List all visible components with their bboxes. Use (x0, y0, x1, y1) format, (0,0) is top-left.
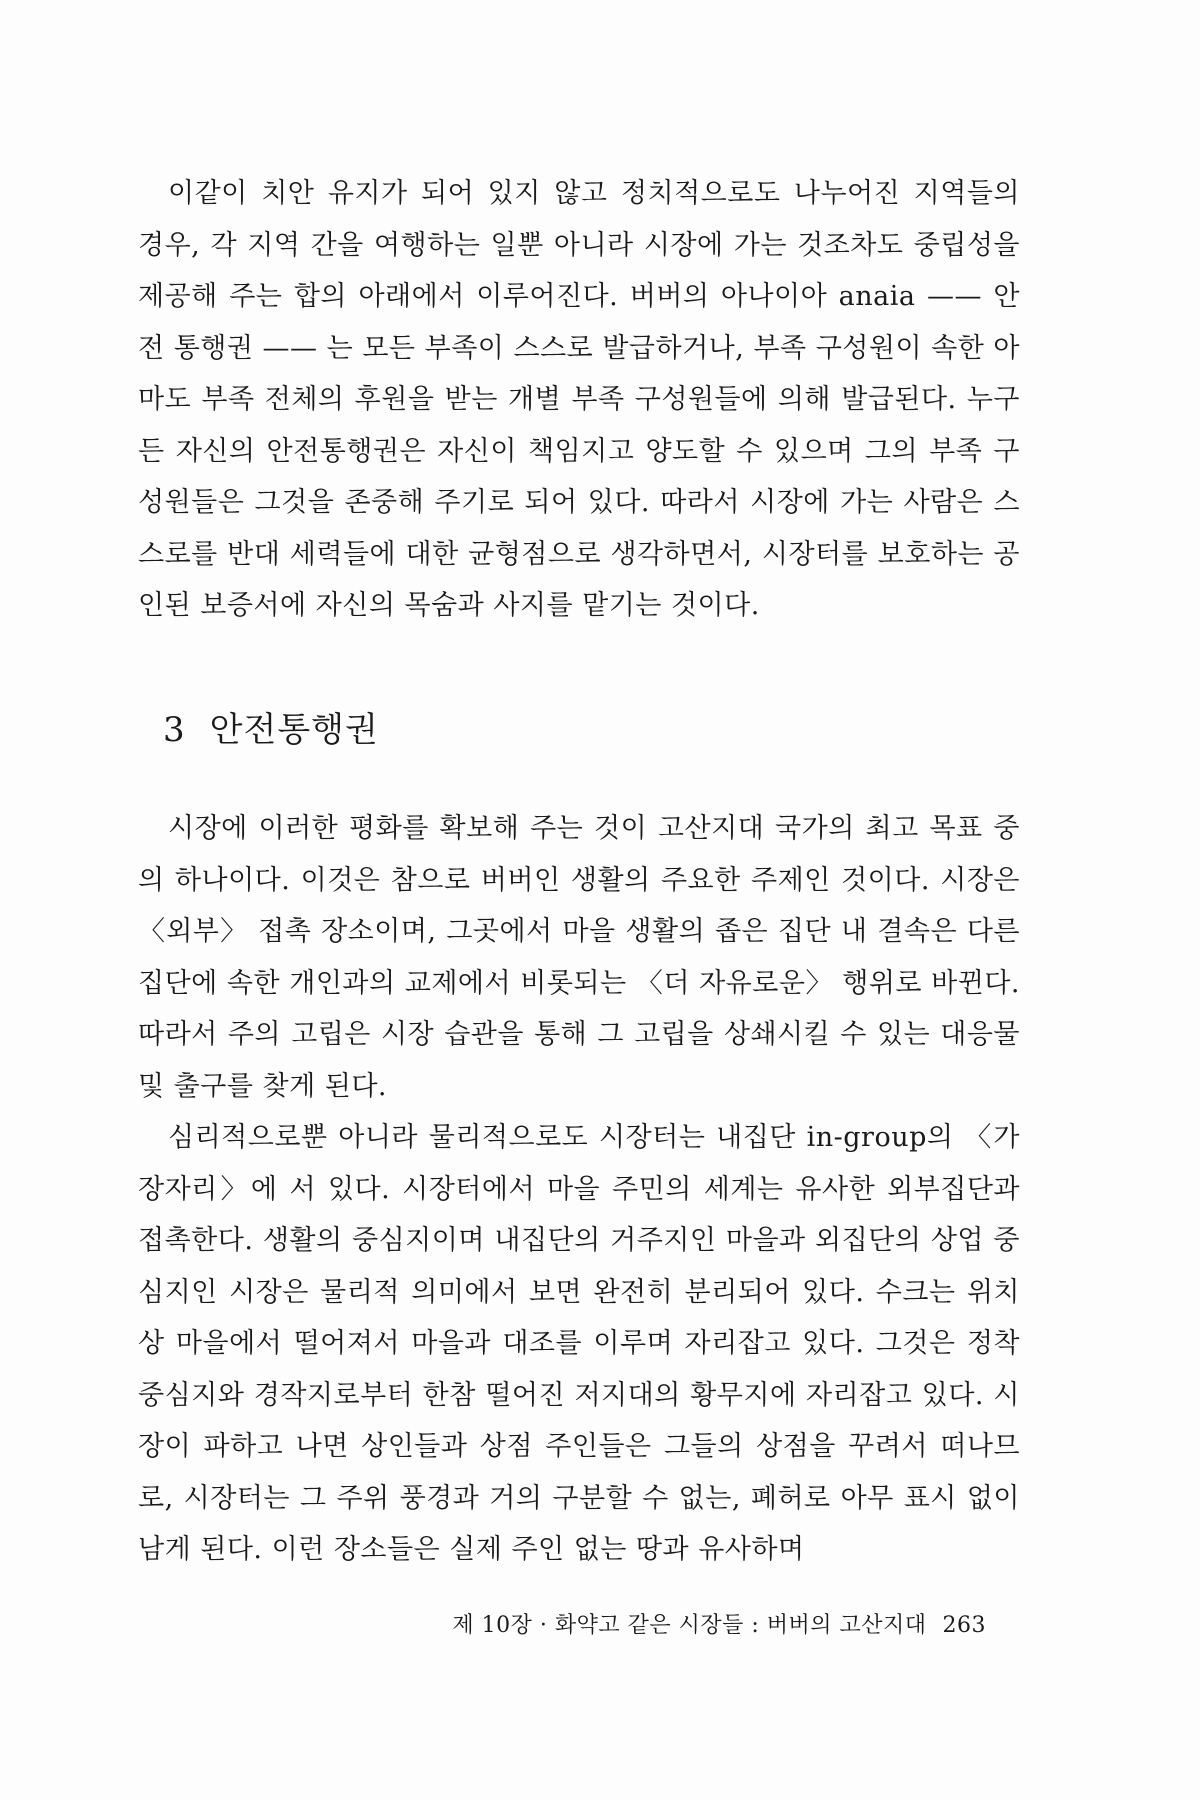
paragraph-market-peace: 시장에 이러한 평화를 확보해 주는 것이 고산지대 국가의 최고 목표 중의 하나이다. 이것은 참으로 버버인 생활의 주요한 주제인 것이다. 시장은 〈외부〉 접촉 장소이며, 그곳에서 마을 생활의 좁은 집단 내 결속은 다른 집단에 속한 개인과의 교제에서 비롯되는 〈더 자유로운〉 행위로 바뀐다. 따라서 주의 고립은 시장 습관을 통해 그 고립을 상쇄시킬 수 있는 대응물 및 출구를 찾게 된다. (138, 813, 1020, 1102)
body-text-bottom (138, 803, 1020, 1576)
running-footer (452, 1608, 986, 1639)
paragraph-market-edge: 심리적으로뿐 아니라 물리적으로도 시장터는 내집단 in-group의 〈가장자리〉에 서 있다. 시장터에서 마을 주민의 세계는 유사한 외부집단과 접촉한다. 생활의 중심지이며 내집단의 거주지인 마을과 외집단의 상업 중심지인 시장은 물리적 의미에서 보면 완전히 분리되어 있다. 수크는 위치상 마을에서 떨어져서 마을과 대조를 이루며 자리잡고 있다. 그것은 정착 중심지와 경작지로부터 한참 떨어진 저지대의 황무지에 자리잡고 있다. 시장이 파하고 나면 상인들과 상점 주인들은 그들의 상점을 꾸려서 떠나므로, 시장터는 그 주위 풍경과 거의 구분할 수 없는, 폐허로 아무 표시 없이 남게 된다. 이런 장소들은 실제 주인 없는 땅과 유사하며 (138, 1122, 1020, 1565)
page-number: 263 (942, 1613, 986, 1638)
section-title: 안전통행권 (209, 710, 379, 750)
section-heading (163, 702, 379, 751)
body-text-top (138, 168, 1020, 632)
paragraph-anaia: 이같이 치안 유지가 되어 있지 않고 정치적으로도 나누어진 지역들의 경우, 각 지역 간을 여행하는 일뿐 아니라 시장에 가는 것조차도 중립성을 제공해 주는 합의 아래에서 이루어진다. 버버의 아나이아 anaia —— 안전 통행권 —— 는 모든 부족이 스스로 발급하거나, 부족 구성원이 속한 아마도 부족 전체의 후원을 받는 개별 부족 구성원들에 의해 발급된다. 누구든 자신의 안전통행권은 자신이 책임지고 양도할 수 있으며 그의 부족 구성원들은 그것을 존중해 주기로 되어 있다. 따라서 시장에 가는 사람은 스스로를 반대 세력들에 대한 균형점으로 생각하면서, 시장터를 보호하는 공인된 보증서에 자신의 목숨과 사지를 맡기는 것이다. (138, 178, 1020, 621)
running-head: 제 10장 · 화약고 같은 시장들 : 버버의 고산지대 (452, 1613, 927, 1638)
section-number: 3 (163, 710, 186, 750)
